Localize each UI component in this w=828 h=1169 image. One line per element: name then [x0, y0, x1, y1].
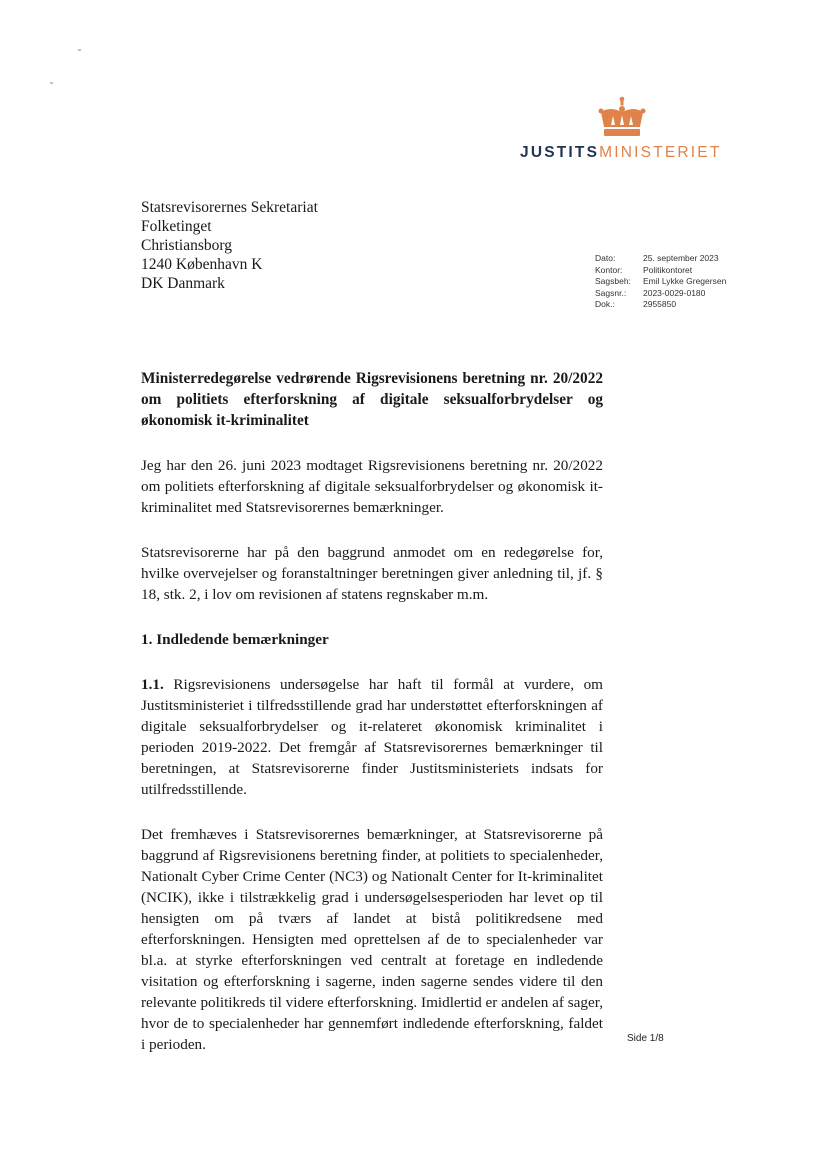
- meta-row-caseworker: [595, 276, 726, 288]
- wordmark-part-2: MINISTERIET: [599, 144, 722, 161]
- scan-mark: [78, 49, 81, 51]
- paragraph-text: Rigsrevisionens undersøgelse har haft til formål at vurdere, om Justitsministeriet i tilfredsstillende grad har understøttet efterforskningen af digitale seksualforbrydelser og it-relateret økonomisk kriminalitet i perioden 2019-2022. Det fremgår af Statsrevisorernes bemærkninger til beretningen, at Statsrevisorerne finder Justitsministeriets indsats for utilfredsstillende.: [141, 676, 603, 798]
- crown-logo-icon: [596, 96, 648, 140]
- address-line: 1240 København K: [141, 256, 263, 273]
- paragraph: Statsrevisorerne har på den baggrund anmodet om en redegørelse for, hvilke overvejelser og foranstaltninger beretningen giver anledning til, jf. § 18, stk. 2, i lov om revisionen af statens regnskaber m.m.: [141, 544, 603, 603]
- meta-value: Politikontoret: [643, 264, 693, 275]
- meta-label: Sagsbeh:: [595, 276, 631, 286]
- ministry-wordmark: [520, 144, 722, 162]
- paragraph: Det fremhæves i Statsrevisorernes bemærkninger, at Statsrevisorerne på baggrund af Rigsrevisionens beretning finder, at politiets to specialenheder, Nationalt Cyber Crime Center (NC3) og Nationalt Center for It-kriminalitet (NCIK), ikke i tilstrækkelig grad i undersøgelsesperioden har levet op til hensigten om på tværs af landet at bistå politikredsene med efterforskningen. Hensigten med oprettelsen af de to specialenheder var bl.a. at styrke efterforskningen ved centralt at foretage en indledende visitation og efterforskning i sagerne, inden sagerne sendes videre til den relevante politikreds til videre efterforskning. Imidlertid er andelen af sager, hvor de to specialenheder har gennemført indledende efterforskning, faldet i perioden.: [141, 826, 604, 1053]
- meta-value: 2955850: [643, 299, 677, 309]
- meta-label: Dok.:: [595, 299, 615, 309]
- meta-row-date: [595, 253, 726, 265]
- address-line: Christiansborg: [141, 237, 232, 254]
- recipient-address: [141, 198, 318, 293]
- wordmark-part-1: JUSTITS: [520, 144, 600, 161]
- address-line: DK Danmark: [141, 275, 225, 292]
- document-meta: [595, 253, 726, 311]
- meta-label: Sagsnr.:: [595, 287, 627, 298]
- paragraph-number: 1.1.: [141, 676, 164, 693]
- paragraph: Jeg har den 26. juni 2023 modtaget Rigsrevisionens beretning nr. 20/2022 om politiets efterforskning af digitale seksualforbrydelser og økonomisk it-kriminalitet med Statsrevisorernes bemærkninger.: [141, 457, 603, 516]
- page-number: Side 1/8: [627, 1033, 664, 1044]
- address-line: Statsrevisorernes Sekretariat: [141, 199, 318, 216]
- meta-row-docno: [595, 299, 726, 311]
- meta-label: Dato:: [595, 253, 616, 263]
- meta-label: Kontor:: [595, 264, 623, 275]
- letter-title: Ministerredegørelse vedrørende Rigsrevisionens beretning nr. 20/2022 om politiets efterforskning af digitale seksualforbrydelser og økonomisk it-kriminalitet: [141, 370, 603, 429]
- scan-mark: [50, 82, 53, 84]
- letter-body: [141, 368, 603, 1079]
- section-heading: 1. Indledende bemærkninger: [141, 631, 329, 648]
- meta-value: 2023-0029-0180: [643, 287, 706, 298]
- meta-row-caseno: [595, 288, 726, 300]
- numbered-paragraph: [141, 674, 603, 800]
- address-line: Folketinget: [141, 218, 212, 235]
- meta-value: 25. september 2023: [643, 253, 719, 263]
- meta-row-office: [595, 265, 726, 277]
- meta-value: Emil Lykke Gregersen: [643, 276, 727, 286]
